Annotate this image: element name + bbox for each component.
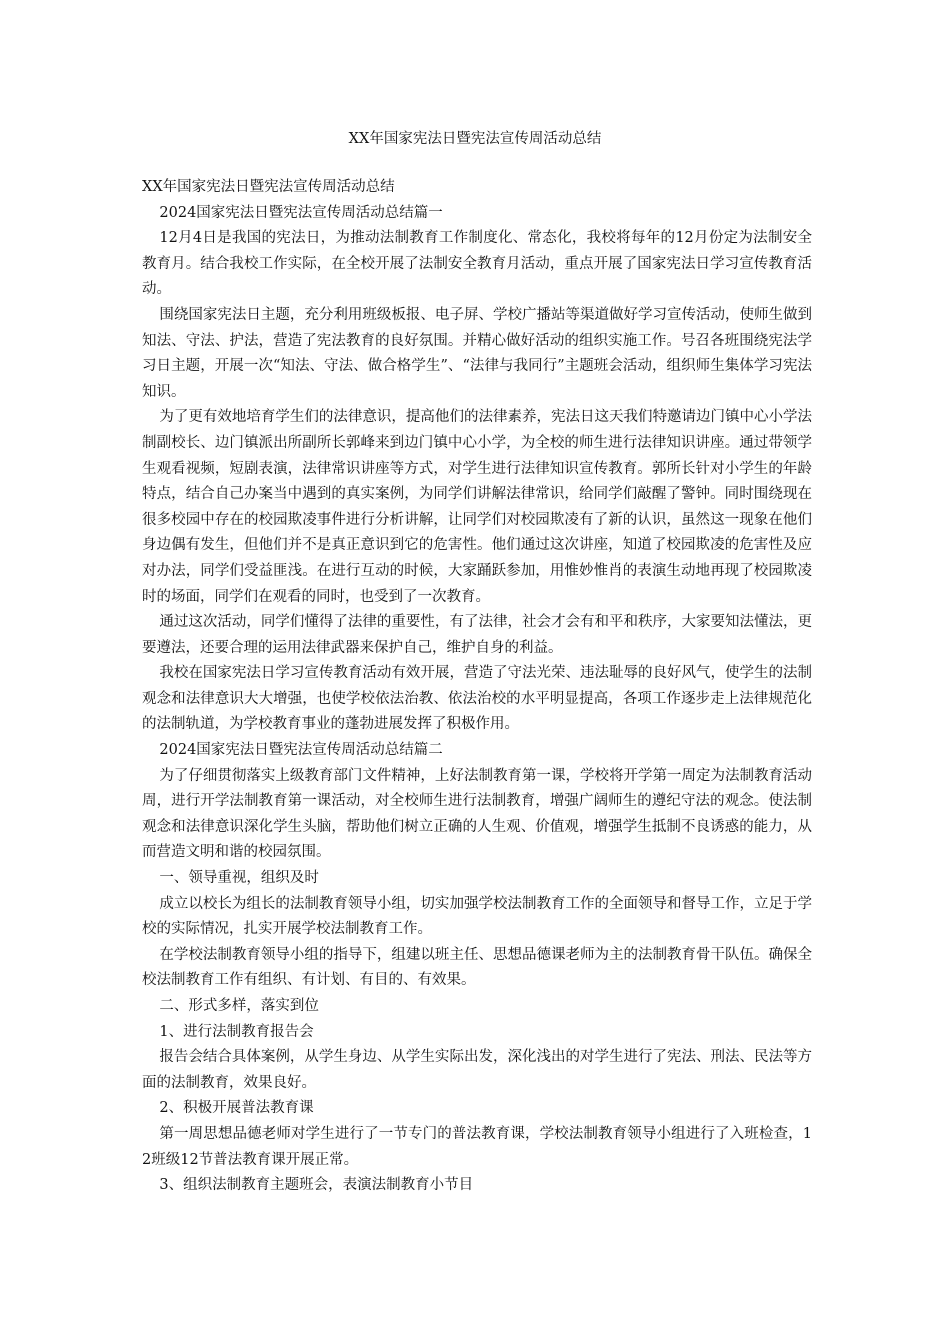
document-body <box>142 175 812 1199</box>
list-heading: 一、领导重视，组织及时 <box>159 870 319 887</box>
list-heading: 二、形式多样，落实到位 <box>159 998 319 1014</box>
subtitle-paragraph: XX年国家宪法日暨宪法宣传周活动总结 <box>142 179 395 195</box>
body-paragraph: 为了更有效地培育学生们的法律意识，提高他们的法律素养，宪法日这天我们特邀请边门镇中心小学法制副校长、边门镇派出所副所长郭峰来到边门镇中心小学，为全校的师生进行法律知识讲座。通过带领学生观看视频，短剧表演，法律常识讲座等方式，对学生进行法律知识宣传教育。郭所长针对小学生的年龄特点，结合自己办案当中遇到的真实案例，为同学们讲解法律常识，给同学们敲醒了警钟。同时围绕现在很多校园中存在的校园欺凌事件进行分析讲解，让同学们对校园欺凌有了新的认识，虽然这一现象在他们身边偶有发生，但他们并不是真正意识到它的危害性。他们通过这次讲座，知道了校园欺凌的危害性及应对办法，同学们受益匪浅。在进行互动的时候，大家踊跃参加，用惟妙惟肖的表演生动地再现了校园欺凌时的场面，同学们在观看的同时，也受到了一次教育。 <box>142 409 812 605</box>
body-paragraph: 我校在国家宪法日学习宣传教育活动有效开展，营造了守法光荣、违法耻辱的良好风气，使学生的法制观念和法律意识大大增强，也使学校依法治教、依法治校的水平明显提高，各项工作逐步走上法律规范化的法制轨道，为学校教育事业的蓬勃进展发挥了积极作用。 <box>142 665 812 733</box>
section-heading-part-two: 2024国家宪法日暨宪法宣传周活动总结篇二 <box>159 742 443 759</box>
body-paragraph: 成立以校长为组长的法制教育领导小组，切实加强学校法制教育工作的全面领导和督导工作，立足于学校的实际情况，扎实开展学校法制教育工作。 <box>142 895 812 938</box>
document-title: XX年国家宪法日暨宪法宣传周活动总结 <box>348 131 602 147</box>
body-paragraph: 第一周思想品德老师对学生进行了一节专门的普法教育课，学校法制教育领导小组进行了入班检查，12班级12节普法教育课开展正常。 <box>142 1125 812 1168</box>
body-paragraph: 在学校法制教育领导小组的指导下，组建以班主任、思想品德课老师为主的法制教育骨干队伍。确保全校法制教育工作有组织、有计划、有目的、有效果。 <box>142 946 812 989</box>
body-paragraph: 通过这次活动，同学们懂得了法律的重要性，有了法律，社会才会有和平和秩序，大家要知法懂法，更要遵法，还要合理的运用法律武器来保护自己，维护自身的利益。 <box>142 614 812 656</box>
section-heading-part-one: 2024国家宪法日暨宪法宣传周活动总结篇一 <box>159 204 443 221</box>
list-subheading: 3、组织法制教育主题班会，表演法制教育小节目 <box>159 1177 474 1194</box>
body-paragraph: 围绕国家宪法日主题，充分利用班级板报、电子屏、学校广播站等渠道做好学习宣传活动，使师生做到知法、守法、护法，营造了宪法教育的良好氛围。并精心做好活动的组织实施工作。号召各班围绕宪法学习日主题，开展一次“知法、守法、做合格学生”、“法律与我同行”主题班会活动，组织师生集体学习宪法知识。 <box>142 306 812 400</box>
body-paragraph: 报告会结合具体案例，从学生身边、从学生实际出发，深化浅出的对学生进行了宪法、刑法、民法等方面的法制教育，效果良好。 <box>142 1049 812 1091</box>
body-paragraph: 12月4日是我国的宪法日，为推动法制教育工作制度化、常态化，我校将每年的12月份定为法制安全教育月。结合我校工作实际，在全校开展了法制安全教育月活动，重点开展了国家宪法日学习宣传教育活动。 <box>142 230 812 298</box>
list-subheading: 2、积极开展普法教育课 <box>159 1100 314 1117</box>
body-paragraph: 为了仔细贯彻落实上级教育部门文件精神，上好法制教育第一课，学校将开学第一周定为法制教育活动周，进行开学法制教育第一课活动，对全校师生进行法制教育，增强广阔师生的遵纪守法的观念。使法制观念和法律意识深化学生头脑，帮助他们树立正确的人生观、价值观，增强学生抵制不良诱惑的能力，从而营造文明和谐的校园氛围。 <box>142 767 812 861</box>
list-subheading: 1、进行法制教育报告会 <box>159 1023 314 1040</box>
